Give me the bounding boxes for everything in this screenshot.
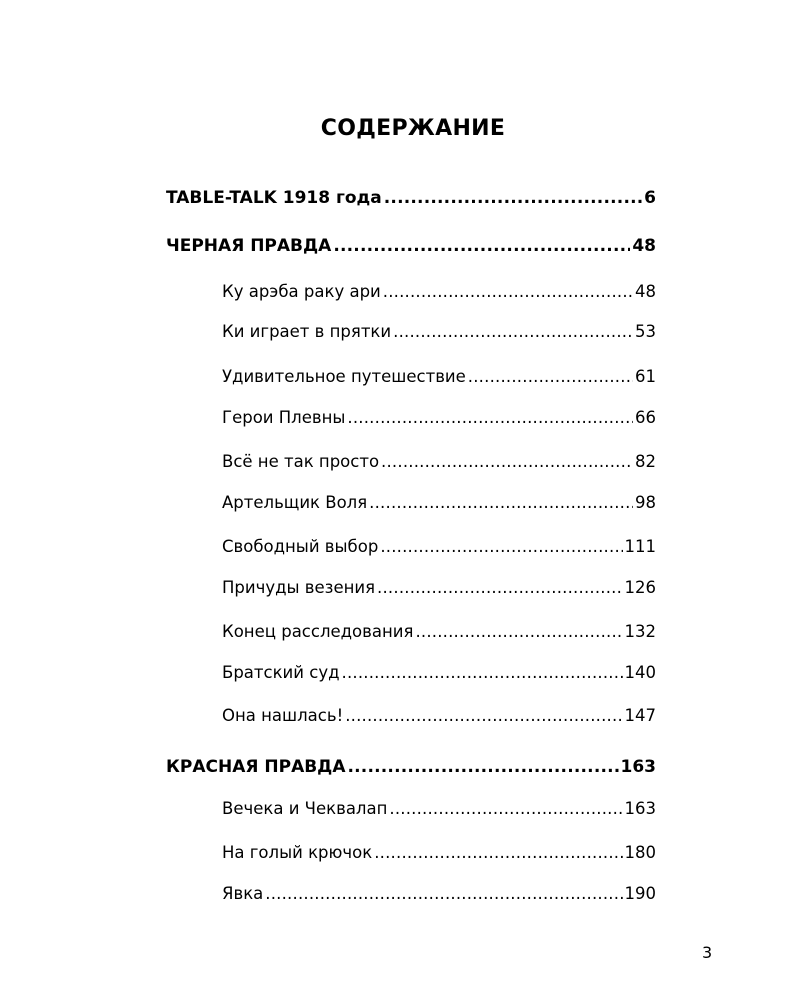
toc-entry-label: Артельщик Воля [222, 493, 368, 512]
toc-entry-page: 140 [624, 663, 656, 682]
toc-entry-page: 53 [635, 322, 656, 341]
toc-entry-label: Ку арэба раку ари [222, 282, 381, 301]
toc-entry-page: 98 [635, 493, 656, 512]
toc-entry-label: КРАСНАЯ ПРАВДА [166, 757, 346, 777]
toc-leader-dots [468, 367, 633, 386]
toc-chapter [222, 452, 656, 471]
toc-chapter [222, 367, 656, 386]
toc-chapter [222, 578, 656, 597]
toc-entry-label: Герои Плевны [222, 408, 346, 427]
toc-leader-dots [393, 322, 633, 341]
toc-leader-dots [333, 236, 630, 256]
toc-entry-label: Свободный выбор [222, 537, 379, 556]
toc-entry-label: Удивительное путешествие [222, 367, 466, 386]
toc-chapter [222, 282, 656, 301]
toc-entry-label: Явка [222, 884, 264, 903]
toc-leader-dots [345, 706, 622, 725]
toc-entry-label: TABLE-TALK 1918 года [166, 188, 382, 208]
toc-leader-dots [347, 757, 618, 777]
toc-leader-dots [377, 578, 622, 597]
toc-entry-label: ЧЕРНАЯ ПРАВДА [166, 236, 332, 256]
toc-entry-page: 163 [624, 799, 656, 818]
toc-entry-label: На голый крючок [222, 843, 373, 862]
toc-chapter [222, 799, 656, 818]
toc-entry-label: Всё не так просто [222, 452, 380, 471]
toc-section [166, 236, 656, 256]
toc-entry-page: 180 [624, 843, 656, 862]
toc-chapter [222, 663, 656, 682]
toc-section [166, 188, 656, 208]
toc-entry-page: 132 [624, 622, 656, 641]
page-number: 3 [702, 943, 713, 962]
toc-entry-page: 48 [635, 282, 656, 301]
toc-leader-dots [265, 884, 622, 903]
toc-chapter [222, 622, 656, 641]
toc-entry-label: Ки играет в прятки [222, 322, 392, 341]
toc-entry-page: 147 [624, 706, 656, 725]
toc-chapter [222, 706, 656, 725]
toc-chapter [222, 537, 656, 556]
toc-leader-dots [369, 493, 633, 512]
toc-section [166, 757, 656, 777]
toc-entry-label: Причуды везения [222, 578, 376, 597]
toc-leader-dots [381, 452, 633, 471]
toc-entry-page: 66 [635, 408, 656, 427]
toc-entry-page: 82 [635, 452, 656, 471]
toc-leader-dots [389, 799, 622, 818]
toc-leader-dots [380, 537, 622, 556]
toc-entry-label: Вечека и Чеквалап [222, 799, 388, 818]
toc-entry-page: 163 [620, 757, 656, 777]
toc-entry-page: 6 [644, 188, 656, 208]
toc-leader-dots [342, 663, 623, 682]
toc-entry-label: Братский суд [222, 663, 340, 682]
toc-entry-page: 126 [624, 578, 656, 597]
toc-leader-dots [383, 282, 633, 301]
toc-chapter [222, 408, 656, 427]
toc-title: СОДЕРЖАНИЕ [320, 116, 506, 141]
toc-chapter [222, 843, 656, 862]
toc-entry-label: Конец расследования [222, 622, 414, 641]
toc-leader-dots [384, 188, 642, 208]
toc-chapter [222, 322, 656, 341]
toc-chapter [222, 884, 656, 903]
toc-entry-page: 190 [624, 884, 656, 903]
toc-leader-dots [374, 843, 622, 862]
toc-entry-page: 61 [635, 367, 656, 386]
toc-leader-dots [415, 622, 622, 641]
toc-chapter [222, 493, 656, 512]
toc-entry-page: 111 [624, 537, 656, 556]
toc-leader-dots [347, 408, 633, 427]
toc-entry-label: Она нашлась! [222, 706, 344, 725]
toc-entry-page: 48 [632, 236, 656, 256]
